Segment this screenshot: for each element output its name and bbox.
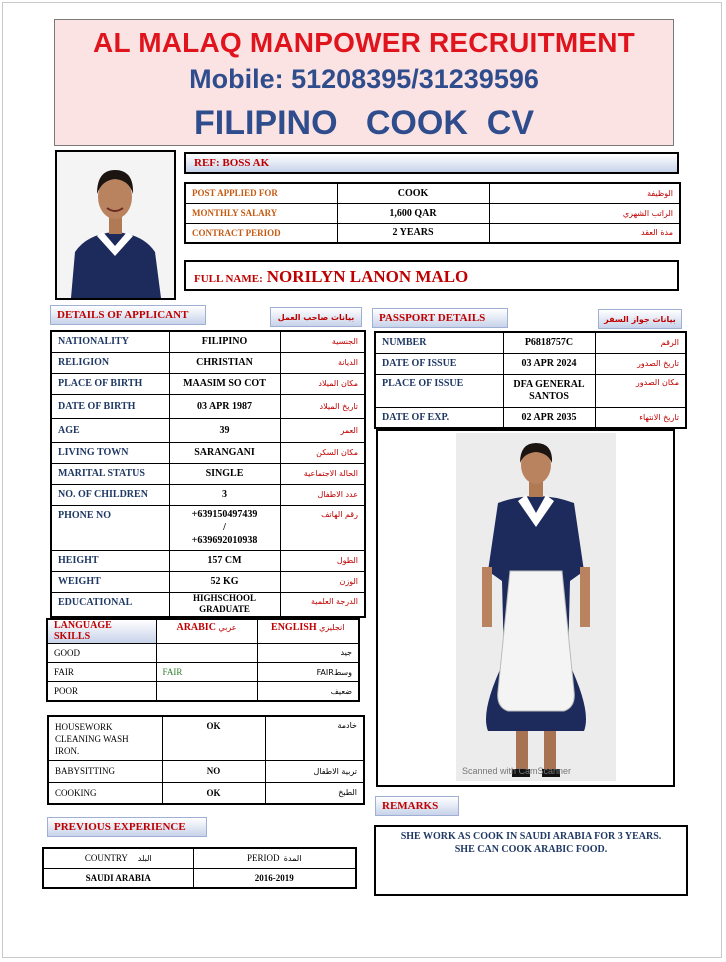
phone-2: +639692010938 bbox=[191, 535, 258, 546]
language-title: LANGUAGE SKILLS bbox=[47, 619, 156, 643]
row-value: SINGLE bbox=[169, 463, 280, 484]
person-portrait-icon bbox=[57, 152, 174, 298]
table-row bbox=[51, 505, 365, 550]
row-label-ar: الدرجة العلمية bbox=[280, 592, 365, 617]
row-value: FILIPINO bbox=[169, 331, 280, 352]
row-value: CHRISTIAN bbox=[169, 352, 280, 373]
issue-place-line-2: SANTOS bbox=[529, 390, 569, 402]
row-label: MARITAL STATUS bbox=[51, 463, 169, 484]
cv-title: FILIPINO COOK CV bbox=[193, 104, 535, 142]
remarks-box bbox=[374, 825, 688, 896]
row-label-ar: الجنسية bbox=[280, 331, 365, 352]
skill-value: OK bbox=[162, 716, 265, 760]
table-row bbox=[51, 352, 365, 373]
education-line-1: HIGHSCHOOL bbox=[192, 593, 256, 604]
language-header-row bbox=[47, 619, 359, 643]
person-full-body-icon bbox=[378, 431, 673, 785]
contract-value: 2 YEARS bbox=[337, 223, 489, 243]
remarks-line: SHE WORK AS COOK IN SAUDI ARABIA FOR 3 YEARS. bbox=[400, 831, 662, 842]
row-label: PLACE OF ISSUE bbox=[375, 374, 503, 407]
row-label: RELIGION bbox=[51, 352, 169, 373]
salary-value: 1,600 QAR bbox=[337, 203, 489, 223]
row-label-ar: الحالة الاجتماعية bbox=[280, 463, 365, 484]
row-label: PHONE NO bbox=[51, 505, 169, 550]
skill-label-ar: تربية الاطفال bbox=[265, 760, 364, 782]
experience-header-row bbox=[43, 848, 356, 868]
skill-label-line: HOUSEWORK bbox=[55, 722, 113, 732]
salary-label: MONTHLY SALARY bbox=[185, 203, 337, 223]
row-label-ar: الديانة bbox=[280, 352, 365, 373]
full-name-box bbox=[184, 260, 679, 291]
row-label-ar: عدد الاطفال bbox=[280, 484, 365, 505]
full-name-value: NORILYN LANON MALO bbox=[266, 267, 469, 286]
table-row bbox=[51, 463, 365, 484]
row-label-ar: مكان الصدور bbox=[595, 374, 686, 407]
applicant-table bbox=[50, 330, 366, 618]
table-row bbox=[51, 571, 365, 592]
country-header bbox=[43, 848, 193, 868]
contract-label: CONTRACT PERIOD bbox=[185, 223, 337, 243]
contract-row bbox=[185, 223, 680, 243]
table-row bbox=[43, 868, 356, 888]
row-label: HEIGHT bbox=[51, 550, 169, 571]
table-row bbox=[48, 760, 364, 782]
post-label: POST APPLIED FOR bbox=[185, 183, 337, 203]
row-label: WEIGHT bbox=[51, 571, 169, 592]
skill-label: COOKING bbox=[48, 782, 162, 804]
language-level-ar: FAIRوسط bbox=[257, 663, 359, 682]
skill-label-line: CLEANING WASH bbox=[55, 734, 129, 744]
row-value: 157 CM bbox=[169, 550, 280, 571]
phone-separator: / bbox=[223, 522, 226, 533]
country-header-ar: البلد bbox=[137, 854, 152, 864]
row-value bbox=[169, 592, 280, 617]
row-label: EDUCATIONAL bbox=[51, 592, 169, 617]
row-value: 52 KG bbox=[169, 571, 280, 592]
row-label-ar: تاريخ الصدور bbox=[595, 353, 686, 374]
table-row bbox=[51, 418, 365, 442]
english-header bbox=[257, 619, 359, 643]
row-value: 03 APR 2024 bbox=[503, 353, 595, 374]
row-value: SARANGANI bbox=[169, 442, 280, 463]
post-table bbox=[184, 182, 681, 244]
table-row bbox=[47, 682, 359, 701]
language-level: POOR bbox=[47, 682, 156, 701]
arabic-level: FAIR bbox=[156, 663, 257, 682]
table-row bbox=[51, 331, 365, 352]
row-value: 3 bbox=[169, 484, 280, 505]
skill-value: NO bbox=[162, 760, 265, 782]
row-value: 03 APR 1987 bbox=[169, 394, 280, 418]
row-value bbox=[169, 505, 280, 550]
country-header-label: COUNTRY bbox=[84, 853, 128, 864]
table-row bbox=[51, 442, 365, 463]
row-label-ar: تاريخ الانتهاء bbox=[595, 407, 686, 428]
language-level-ar: ضعيف bbox=[257, 682, 359, 701]
language-level: GOOD bbox=[47, 643, 156, 662]
salary-label-ar: الراتب الشهري bbox=[489, 203, 680, 223]
scanner-watermark: Scanned with CamScanner bbox=[462, 766, 572, 776]
table-row bbox=[375, 407, 686, 428]
experience-period: 2016-2019 bbox=[193, 868, 356, 888]
issue-place-line-1: DFA GENERAL bbox=[513, 378, 585, 390]
applicant-photo-full bbox=[376, 429, 675, 787]
row-label: AGE bbox=[51, 418, 169, 442]
row-label-ar: رقم الهاتف bbox=[280, 505, 365, 550]
skill-label-ar: خادمة bbox=[265, 716, 364, 760]
skill-label: BABYSITTING bbox=[48, 760, 162, 782]
table-row bbox=[48, 716, 364, 760]
row-label: LIVING TOWN bbox=[51, 442, 169, 463]
experience-table bbox=[42, 847, 357, 889]
table-row bbox=[375, 374, 686, 407]
skills-table bbox=[47, 715, 365, 805]
language-level-ar: جيد bbox=[257, 643, 359, 662]
skill-label-line: IRON. bbox=[55, 746, 80, 756]
row-label: DATE OF EXP. bbox=[375, 407, 503, 428]
table-row bbox=[51, 394, 365, 418]
period-header bbox=[193, 848, 356, 868]
table-row bbox=[51, 373, 365, 394]
table-row bbox=[51, 592, 365, 617]
table-row bbox=[51, 484, 365, 505]
row-label-ar: مكان السكن bbox=[280, 442, 365, 463]
post-value: COOK bbox=[337, 183, 489, 203]
arabic-label-ar: عربي bbox=[218, 623, 237, 632]
skill-value: OK bbox=[162, 782, 265, 804]
english-label-ar: انجليزي bbox=[319, 623, 345, 632]
row-label-ar: الرقم bbox=[595, 332, 686, 353]
table-row bbox=[47, 663, 359, 682]
row-label: NUMBER bbox=[375, 332, 503, 353]
row-label: NO. OF CHILDREN bbox=[51, 484, 169, 505]
company-name: AL MALAQ MANPOWER RECRUITMENT bbox=[93, 27, 635, 58]
period-header-label: PERIOD bbox=[247, 853, 280, 864]
table-row bbox=[51, 550, 365, 571]
applicant-section-title-ar: بيانات صاحب العمل bbox=[270, 307, 362, 327]
remarks-title: REMARKS bbox=[375, 796, 459, 816]
row-value bbox=[503, 374, 595, 407]
row-label: DATE OF BIRTH bbox=[51, 394, 169, 418]
applicant-photo-small bbox=[55, 150, 176, 300]
skill-label bbox=[48, 716, 162, 760]
row-label-ar: تاريخ الميلاد bbox=[280, 394, 365, 418]
full-name-label: FULL NAME: bbox=[194, 273, 263, 285]
table-row bbox=[47, 643, 359, 662]
period-header-ar: المدة bbox=[283, 854, 302, 864]
post-row bbox=[185, 183, 680, 203]
row-value: P6818757C bbox=[503, 332, 595, 353]
passport-section-title: PASSPORT DETAILS bbox=[372, 308, 508, 328]
passport-table bbox=[374, 331, 687, 429]
row-label-ar: الطول bbox=[280, 550, 365, 571]
row-label: NATIONALITY bbox=[51, 331, 169, 352]
row-label-ar: مكان الميلاد bbox=[280, 373, 365, 394]
contract-label-ar: مدة العقد bbox=[489, 223, 680, 243]
arabic-level bbox=[156, 643, 257, 662]
reference-label: REF: BOSS AK bbox=[184, 152, 679, 174]
row-label: DATE OF ISSUE bbox=[375, 353, 503, 374]
applicant-section-title: DETAILS OF APPLICANT bbox=[50, 305, 206, 325]
remarks-line: SHE CAN COOK ARABIC FOOD. bbox=[454, 844, 608, 855]
table-row bbox=[375, 353, 686, 374]
salary-row bbox=[185, 203, 680, 223]
skill-label-ar: الطبخ bbox=[265, 782, 364, 804]
table-row bbox=[375, 332, 686, 353]
phone-1: +639150497439 bbox=[191, 509, 258, 520]
post-label-ar: الوظيفة bbox=[489, 183, 680, 203]
passport-section-title-ar: بيانات جواز السفر bbox=[598, 309, 682, 329]
arabic-label: ARABIC bbox=[176, 622, 216, 633]
experience-title: PREVIOUS EXPERIENCE bbox=[47, 817, 207, 837]
table-row bbox=[48, 782, 364, 804]
row-label-ar: العمر bbox=[280, 418, 365, 442]
row-label-ar: الوزن bbox=[280, 571, 365, 592]
language-table bbox=[46, 618, 360, 702]
row-value: MAASIM SO COT bbox=[169, 373, 280, 394]
experience-country: SAUDI ARABIA bbox=[43, 868, 193, 888]
language-level: FAIR bbox=[47, 663, 156, 682]
row-label: PLACE OF BIRTH bbox=[51, 373, 169, 394]
english-label: ENGLISH bbox=[271, 622, 317, 633]
row-value: 02 APR 2035 bbox=[503, 407, 595, 428]
row-value: 39 bbox=[169, 418, 280, 442]
company-mobile: Mobile: 51208395/31239596 bbox=[189, 64, 539, 94]
arabic-level bbox=[156, 682, 257, 701]
education-line-2: GRADUATE bbox=[199, 604, 250, 615]
arabic-header bbox=[156, 619, 257, 643]
